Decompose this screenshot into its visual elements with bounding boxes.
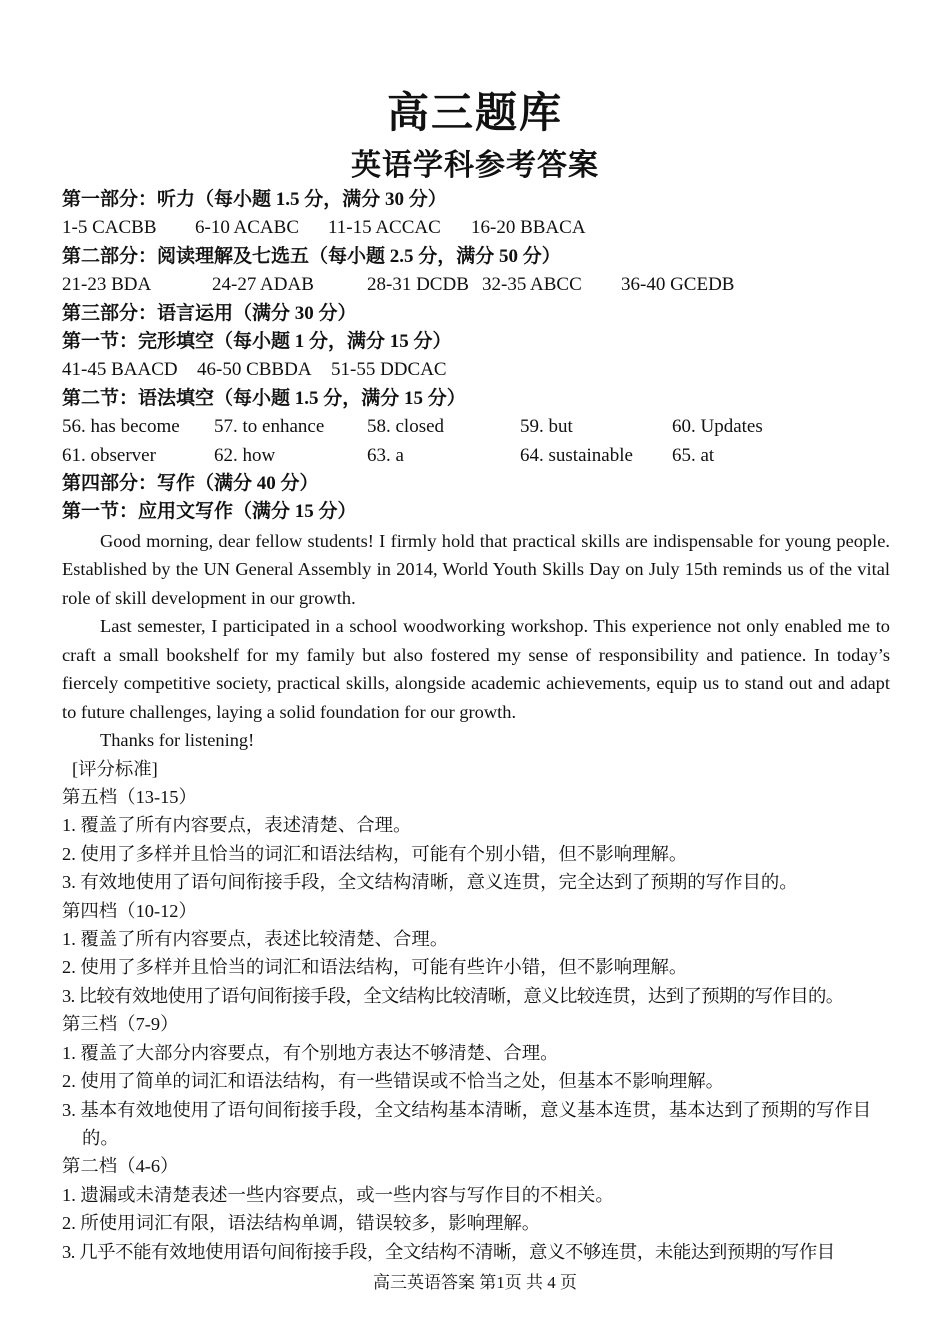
- answer-group: 6-10 ACABC: [195, 217, 299, 239]
- answer-item: 62. how: [214, 444, 276, 466]
- rubric-item: 2. 使用了简单的词汇和语法结构，有一些错误或不恰当之处，但基本不影响理解。: [62, 1071, 725, 1092]
- answer-content: [62, 186, 890, 1266]
- answer-item: 60. Updates: [672, 416, 763, 438]
- answer-item: 56. has become: [62, 416, 180, 438]
- part3-section1-heading: 第一节：完形填空（每小题 1 分，满分 15 分）: [62, 330, 452, 352]
- rubric-level-name: 第四档（10-12）: [62, 900, 197, 921]
- rubric-level-name: 第三档（7-9）: [62, 1014, 179, 1035]
- answer-item: 58. closed: [367, 416, 445, 438]
- page-title: 高三题库: [386, 91, 563, 137]
- essay-paragraph: Thanks for listening!: [100, 730, 255, 751]
- page-subtitle: 英语学科参考答案: [351, 149, 599, 182]
- part1-heading: 第一部分：听力（每小题 1.5 分，满分 30 分）: [62, 189, 447, 210]
- rubric-level-name: 第五档（13-15）: [62, 787, 197, 808]
- page-footer: 高三英语答案 第1页 共 4 页: [373, 1273, 577, 1292]
- answer-group: 32-35 ABCC: [482, 274, 582, 296]
- rubric-item: 1. 覆盖了所有内容要点，表述清楚、合理。: [62, 815, 412, 836]
- essay-paragraph: Good morning, dear fellow students! I firmly hold that practical skills are indispensable for young people. Established by the UN General Assembly in 2014, World Youth Skills Day on July 15th reminds us of the vital role of skill development in our growth.: [62, 530, 890, 608]
- part4-section1-heading: 第一节：应用文写作（满分 15 分）: [62, 501, 357, 523]
- rubric-item: 3. 有效地使用了语句间衔接手段，全文结构清晰，意义连贯，完全达到了预期的写作目的。: [62, 872, 798, 893]
- answer-item: 63. a: [367, 444, 404, 466]
- essay-paragraph: Last semester, I participated in a school woodworking workshop. This experience not only enabled me to craft a small bookshelf for my family but also fostered my sense of responsibility and patience. In today’s fiercely competitive society, practical skills, alongside academic achievements, equip us to stand out and adapt to future challenges, laying a solid foundation for our growth.: [62, 616, 890, 722]
- answer-group: 24-27 ADAB: [212, 274, 314, 296]
- answer-group: 28-31 DCDB: [367, 274, 469, 296]
- answer-group: 46-50 CBBDA: [197, 359, 312, 381]
- answer-group: 1-5 CACBB: [62, 217, 157, 239]
- part4-heading: 第四部分：写作（满分 40 分）: [62, 472, 319, 494]
- rubric-item: 1. 遗漏或未清楚表述一些内容要点，或一些内容与写作目的不相关。: [62, 1184, 614, 1205]
- part3-section1-answers: [62, 356, 890, 384]
- answer-item: 61. observer: [62, 444, 156, 466]
- answer-group: 51-55 DDCAC: [331, 359, 447, 381]
- answer-item: 65. at: [672, 444, 715, 466]
- answer-item: 59. but: [520, 416, 573, 438]
- rubric-item: 1. 覆盖了所有内容要点，表述比较清楚、合理。: [62, 929, 449, 950]
- rubric-item: 2. 使用了多样并且恰当的词汇和语法结构，可能有个别小错，但不影响理解。: [62, 843, 688, 864]
- part1-answers: [62, 214, 890, 242]
- rubric-item: 1. 覆盖了大部分内容要点，有个别地方表达不够清楚、合理。: [62, 1042, 559, 1063]
- answer-item: 64. sustainable: [520, 444, 633, 466]
- rubric-item: 2. 使用了多样并且恰当的词汇和语法结构，可能有些许小错，但不影响理解。: [62, 957, 688, 978]
- rubric-level-name: 第二档（4-6）: [62, 1156, 179, 1177]
- answer-group: 11-15 ACCAC: [328, 217, 441, 239]
- rubric-item: 3. 基本有效地使用了语句间衔接手段，全文结构基本清晰，意义基本连贯，基本达到了预期的写作目的。: [62, 1099, 872, 1148]
- part3-section2-heading: 第二节：语法填空（每小题 1.5 分，满分 15 分）: [62, 387, 466, 409]
- part3-section2-row2: [62, 442, 890, 470]
- answer-item: 57. to enhance: [214, 416, 325, 438]
- answer-group: 16-20 BBACA: [471, 217, 586, 239]
- part2-answers: [62, 271, 890, 299]
- rubric-heading: [评分标准]: [72, 758, 158, 779]
- rubric-item: 3. 比较有效地使用了语句间衔接手段，全文结构比较清晰，意义比较连贯，达到了预期的写作目的。: [62, 985, 844, 1006]
- answer-group: 36-40 GCEDB: [621, 274, 735, 296]
- answer-group: 41-45 BAACD: [62, 359, 178, 381]
- rubric-item: 3. 几乎不能有效地使用语句间衔接手段，全文结构不清晰，意义不够连贯，未能达到预期的写作目: [62, 1241, 835, 1262]
- part3-heading: 第三部分：语言运用（满分 30 分）: [62, 302, 357, 324]
- rubric-item: 2. 所使用词汇有限，语法结构单调，错误较多，影响理解。: [62, 1213, 541, 1234]
- answer-group: 21-23 BDA: [62, 274, 152, 296]
- part2-heading: 第二部分：阅读理解及七选五（每小题 2.5 分，满分 50 分）: [62, 245, 561, 267]
- part3-section2-row1: [62, 413, 890, 441]
